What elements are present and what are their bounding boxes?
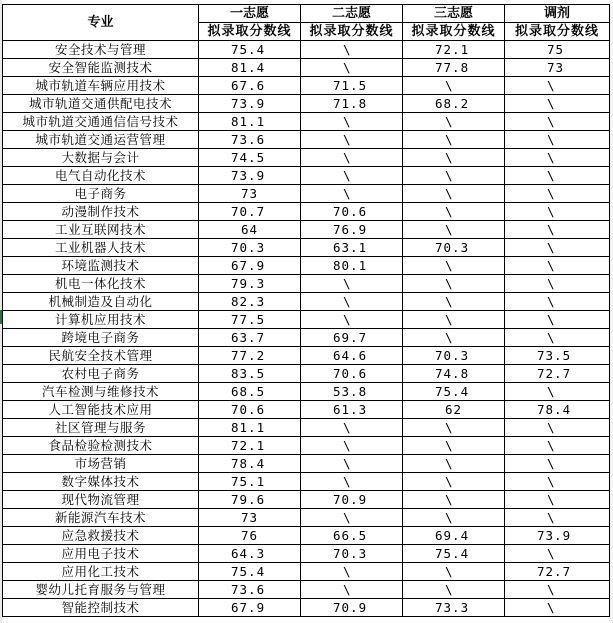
major-cell[interactable]: 新能源汽车技术: [3, 509, 199, 527]
score-cell[interactable]: \: [505, 473, 610, 491]
score-cell[interactable]: 75.4: [199, 41, 301, 59]
score-cell[interactable]: 70.7: [199, 203, 301, 221]
score-cell[interactable]: 72.7: [505, 563, 610, 581]
score-cell[interactable]: 79.6: [199, 491, 301, 509]
table-row: [3, 95, 610, 113]
table-row: [3, 509, 610, 527]
score-cell[interactable]: \: [403, 149, 505, 167]
table-row: [3, 239, 610, 257]
table-row: [3, 41, 610, 59]
score-cell[interactable]: 73.6: [199, 581, 301, 599]
major-cell[interactable]: 应用化工技术: [3, 563, 199, 581]
score-cell[interactable]: 77.5: [199, 311, 301, 329]
score-cell[interactable]: 73: [199, 185, 301, 203]
header-sub-first[interactable]: 拟录取分数线: [199, 23, 301, 41]
score-cell[interactable]: \: [505, 383, 610, 401]
header-sub-second[interactable]: 拟录取分数线: [301, 23, 403, 41]
major-cell[interactable]: 应急救援技术: [3, 527, 199, 545]
score-cell[interactable]: 73.3: [403, 599, 505, 617]
score-cell[interactable]: \: [301, 167, 403, 185]
major-cell[interactable]: 城市轨道交通通信信号技术: [3, 113, 199, 131]
major-cell[interactable]: 社区管理与服务: [3, 419, 199, 437]
score-cell[interactable]: 69.7: [301, 329, 403, 347]
major-cell[interactable]: 工业机器人技术: [3, 239, 199, 257]
major-cell[interactable]: 汽车检测与维修技术: [3, 383, 199, 401]
table-row: [3, 437, 610, 455]
score-cell[interactable]: 81.1: [199, 419, 301, 437]
major-cell[interactable]: 机械制造及自动化: [3, 293, 199, 311]
major-cell[interactable]: 人工智能技术应用: [3, 401, 199, 419]
score-cell[interactable]: \: [301, 473, 403, 491]
table-row: [3, 77, 610, 95]
score-cell[interactable]: \: [403, 113, 505, 131]
score-cell[interactable]: 74.5: [199, 149, 301, 167]
score-cell[interactable]: 53.8: [301, 383, 403, 401]
major-cell[interactable]: 工业互联网技术: [3, 221, 199, 239]
score-cell[interactable]: \: [301, 455, 403, 473]
score-cell[interactable]: \: [505, 437, 610, 455]
score-cell[interactable]: \: [301, 419, 403, 437]
major-cell[interactable]: 安全智能监测技术: [3, 59, 199, 77]
table-row: [3, 167, 610, 185]
major-cell[interactable]: 城市轨道交通运营管理: [3, 131, 199, 149]
score-cell[interactable]: \: [403, 491, 505, 509]
score-cell[interactable]: 67.9: [199, 599, 301, 617]
table-row: [3, 473, 610, 491]
score-cell[interactable]: \: [403, 581, 505, 599]
score-cell[interactable]: 70.3: [403, 347, 505, 365]
score-cell[interactable]: \: [301, 185, 403, 203]
score-cell[interactable]: 70.9: [301, 491, 403, 509]
score-cell[interactable]: \: [505, 77, 610, 95]
score-cell[interactable]: 68.5: [199, 383, 301, 401]
header-first-choice[interactable]: 一志愿: [199, 5, 301, 23]
score-cell[interactable]: 78.4: [199, 455, 301, 473]
score-cell[interactable]: \: [301, 131, 403, 149]
major-cell[interactable]: 电子商务: [3, 185, 199, 203]
score-cell[interactable]: 79.3: [199, 275, 301, 293]
table-row: [3, 581, 610, 599]
score-cell[interactable]: 71.5: [301, 77, 403, 95]
table-body: [3, 41, 610, 617]
major-cell[interactable]: 电气自动化技术: [3, 167, 199, 185]
score-cell[interactable]: \: [505, 149, 610, 167]
score-cell[interactable]: 70.3: [301, 545, 403, 563]
score-cell[interactable]: 66.5: [301, 527, 403, 545]
major-cell[interactable]: 城市轨道车辆应用技术: [3, 77, 199, 95]
score-cell[interactable]: 73.9: [199, 95, 301, 113]
score-cell[interactable]: 76.9: [301, 221, 403, 239]
score-cell[interactable]: 64.6: [301, 347, 403, 365]
score-cell[interactable]: 73.9: [505, 527, 610, 545]
score-cell[interactable]: 73: [505, 59, 610, 77]
major-cell[interactable]: 跨境电子商务: [3, 329, 199, 347]
major-cell[interactable]: 智能控制技术: [3, 599, 199, 617]
score-cell[interactable]: 78.4: [505, 401, 610, 419]
score-cell[interactable]: \: [505, 185, 610, 203]
score-cell[interactable]: \: [403, 473, 505, 491]
score-cell[interactable]: \: [505, 329, 610, 347]
score-cell[interactable]: 70.6: [301, 365, 403, 383]
header-third-choice[interactable]: 三志愿: [403, 5, 505, 23]
major-cell[interactable]: 大数据与会计: [3, 149, 199, 167]
score-cell[interactable]: 75.4: [403, 545, 505, 563]
score-cell[interactable]: \: [403, 311, 505, 329]
major-cell[interactable]: 食品检验检测技术: [3, 437, 199, 455]
score-cell[interactable]: 72.1: [199, 437, 301, 455]
score-cell[interactable]: \: [403, 455, 505, 473]
score-cell[interactable]: \: [505, 257, 610, 275]
score-cell[interactable]: 63.7: [199, 329, 301, 347]
score-cell[interactable]: \: [301, 581, 403, 599]
score-cell[interactable]: \: [505, 275, 610, 293]
table-row: [3, 365, 610, 383]
table-row: [3, 293, 610, 311]
score-cell[interactable]: \: [403, 77, 505, 95]
table-row: [3, 113, 610, 131]
score-cell[interactable]: \: [403, 167, 505, 185]
major-cell[interactable]: 环境监测技术: [3, 257, 199, 275]
header-sub-third[interactable]: 拟录取分数线: [403, 23, 505, 41]
score-cell[interactable]: 73.6: [199, 131, 301, 149]
score-cell[interactable]: \: [505, 599, 610, 617]
score-cell[interactable]: \: [301, 41, 403, 59]
score-cell[interactable]: 75.4: [199, 563, 301, 581]
score-cell[interactable]: 61.3: [301, 401, 403, 419]
table-row: [3, 347, 610, 365]
score-cell[interactable]: \: [403, 221, 505, 239]
score-cell[interactable]: \: [403, 509, 505, 527]
score-cell[interactable]: \: [403, 293, 505, 311]
score-cell[interactable]: 75.1: [199, 473, 301, 491]
score-cell[interactable]: \: [403, 185, 505, 203]
table-row: [3, 491, 610, 509]
score-cell[interactable]: 75: [505, 41, 610, 59]
table-row: [3, 419, 610, 437]
score-cell[interactable]: 70.6: [301, 203, 403, 221]
score-cell[interactable]: \: [505, 203, 610, 221]
score-cell[interactable]: 67.9: [199, 257, 301, 275]
score-cell[interactable]: \: [505, 239, 610, 257]
table-row: [3, 131, 610, 149]
score-cell[interactable]: \: [403, 329, 505, 347]
score-cell[interactable]: \: [403, 131, 505, 149]
major-cell[interactable]: 市场营销: [3, 455, 199, 473]
score-cell[interactable]: \: [403, 203, 505, 221]
score-cell[interactable]: \: [505, 509, 610, 527]
header-sub-adjustment[interactable]: 拟录取分数线: [505, 23, 610, 41]
score-cell[interactable]: 76: [199, 527, 301, 545]
header-second-choice[interactable]: 二志愿: [301, 5, 403, 23]
score-cell[interactable]: \: [403, 437, 505, 455]
score-cell[interactable]: 73.9: [199, 167, 301, 185]
table-row: [3, 455, 610, 473]
score-cell[interactable]: 81.1: [199, 113, 301, 131]
score-cell[interactable]: \: [505, 419, 610, 437]
score-cell[interactable]: 73: [199, 509, 301, 527]
score-cell[interactable]: \: [301, 149, 403, 167]
score-cell[interactable]: \: [505, 221, 610, 239]
score-cell[interactable]: 68.2: [403, 95, 505, 113]
header-major[interactable]: 专业: [3, 5, 199, 41]
score-cell[interactable]: \: [505, 131, 610, 149]
score-cell[interactable]: 81.4: [199, 59, 301, 77]
score-cell[interactable]: 67.6: [199, 77, 301, 95]
major-cell[interactable]: 数字媒体技术: [3, 473, 199, 491]
score-cell[interactable]: \: [301, 113, 403, 131]
table-row: [3, 185, 610, 203]
score-cell[interactable]: 72.1: [403, 41, 505, 59]
score-cell[interactable]: \: [403, 419, 505, 437]
table-row: [3, 257, 610, 275]
table-row: [3, 527, 610, 545]
major-cell[interactable]: 计算机应用技术: [3, 311, 199, 329]
score-cell[interactable]: 80.1: [301, 257, 403, 275]
score-cell[interactable]: 70.3: [403, 239, 505, 257]
table-row: [3, 563, 610, 581]
table-row: [3, 383, 610, 401]
score-cell[interactable]: \: [505, 113, 610, 131]
score-cell[interactable]: \: [301, 311, 403, 329]
score-cell[interactable]: 83.5: [199, 365, 301, 383]
score-cell[interactable]: \: [505, 311, 610, 329]
score-cell[interactable]: \: [301, 437, 403, 455]
score-cell[interactable]: 74.8: [403, 365, 505, 383]
score-cell[interactable]: 62: [403, 401, 505, 419]
score-cell[interactable]: 77.8: [403, 59, 505, 77]
major-cell[interactable]: 机电一体化技术: [3, 275, 199, 293]
major-cell[interactable]: 安全技术与管理: [3, 41, 199, 59]
table-row: [3, 221, 610, 239]
score-cell[interactable]: \: [505, 293, 610, 311]
score-cell[interactable]: \: [505, 581, 610, 599]
table-row: [3, 545, 610, 563]
table-row: [3, 311, 610, 329]
major-cell[interactable]: 现代物流管理: [3, 491, 199, 509]
score-cell[interactable]: \: [403, 257, 505, 275]
admission-score-table: [2, 4, 610, 617]
score-cell[interactable]: 70.9: [301, 599, 403, 617]
score-cell[interactable]: \: [505, 167, 610, 185]
score-cell[interactable]: 64: [199, 221, 301, 239]
score-cell[interactable]: \: [301, 59, 403, 77]
table-row: [3, 329, 610, 347]
table-row: [3, 275, 610, 293]
score-cell[interactable]: 75.4: [403, 383, 505, 401]
score-cell[interactable]: 63.1: [301, 239, 403, 257]
major-cell[interactable]: 城市轨道交通供配电技术: [3, 95, 199, 113]
score-cell[interactable]: \: [505, 455, 610, 473]
score-cell[interactable]: \: [403, 275, 505, 293]
score-cell[interactable]: 64.3: [199, 545, 301, 563]
score-cell[interactable]: \: [301, 293, 403, 311]
score-cell[interactable]: 70.3: [199, 239, 301, 257]
table-row: [3, 401, 610, 419]
major-cell[interactable]: 动漫制作技术: [3, 203, 199, 221]
score-cell[interactable]: 77.2: [199, 347, 301, 365]
table-row: [3, 599, 610, 617]
score-cell[interactable]: \: [301, 563, 403, 581]
major-cell[interactable]: 民航安全技术管理: [3, 347, 199, 365]
score-cell[interactable]: \: [301, 509, 403, 527]
score-cell[interactable]: 82.3: [199, 293, 301, 311]
score-cell[interactable]: 71.8: [301, 95, 403, 113]
score-cell[interactable]: 72.7: [505, 365, 610, 383]
table-row: [3, 59, 610, 77]
score-cell[interactable]: 70.6: [199, 401, 301, 419]
major-cell[interactable]: 婴幼儿托育服务与管理: [3, 581, 199, 599]
score-cell[interactable]: \: [301, 275, 403, 293]
table-row: [3, 149, 610, 167]
score-cell[interactable]: \: [505, 95, 610, 113]
table-row: [3, 203, 610, 221]
score-cell[interactable]: \: [505, 545, 610, 563]
header-adjustment[interactable]: 调剂: [505, 5, 610, 23]
score-cell[interactable]: 69.4: [403, 527, 505, 545]
score-cell[interactable]: \: [505, 491, 610, 509]
major-cell[interactable]: 农村电子商务: [3, 365, 199, 383]
score-cell[interactable]: \: [403, 563, 505, 581]
major-cell[interactable]: 应用电子技术: [3, 545, 199, 563]
score-cell[interactable]: 73.5: [505, 347, 610, 365]
